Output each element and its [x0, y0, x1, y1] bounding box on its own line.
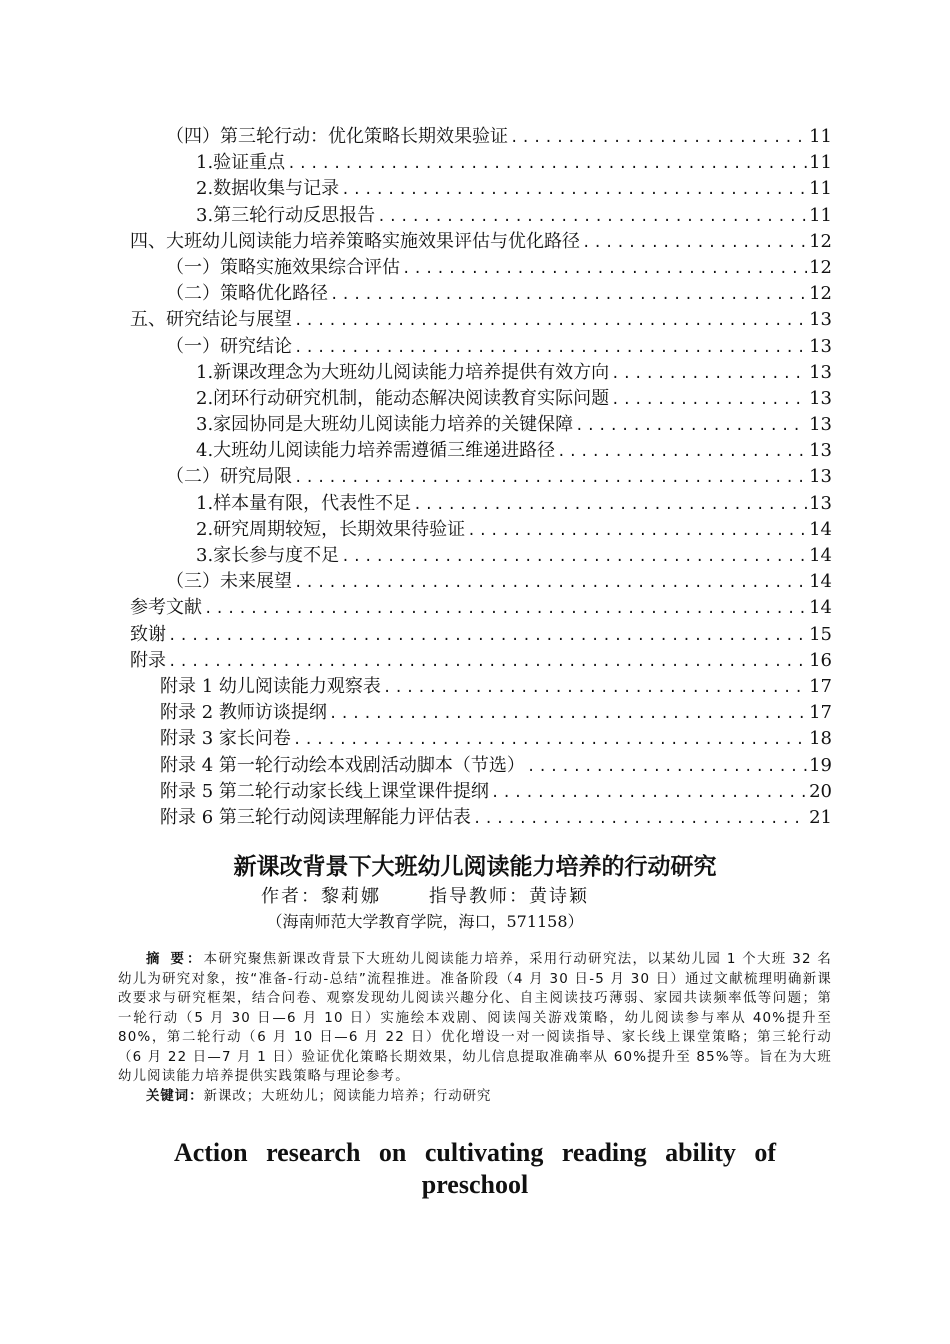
toc-dot-leader — [168, 649, 807, 675]
toc-page-number: 18 — [809, 728, 832, 750]
toc-page-number: 14 — [809, 545, 832, 566]
toc-entry[interactable] — [130, 255, 832, 281]
toc-dot-leader — [611, 387, 807, 413]
toc-page-number: 16 — [809, 649, 832, 671]
toc-page-number: 14 — [809, 518, 832, 540]
toc-entry[interactable] — [130, 360, 832, 386]
paper-header — [118, 850, 832, 1201]
toc-entry-title: 五、研究结论与展望 — [130, 309, 292, 331]
author-name: 黎莉娜 — [321, 886, 381, 907]
toc-page-number: 11 — [809, 204, 832, 226]
toc-entry-title: 参考文献 — [130, 597, 202, 619]
toc-dot-leader — [341, 544, 807, 570]
toc-entry-title: （四）第三轮行动：优化策略长期效果验证 — [166, 126, 508, 147]
toc-entry-title: 2.研究周期较短，长期效果待验证 — [196, 518, 466, 540]
toc-dot-leader — [491, 780, 807, 806]
toc-page-number: 20 — [809, 780, 832, 802]
toc-entry[interactable] — [130, 805, 832, 831]
toc-dot-leader — [467, 518, 807, 544]
toc-entry-title: 1.验证重点 — [196, 152, 286, 174]
toc-entry-title: 4.大班幼儿阅读能力培养需遵循三维递进路径 — [196, 440, 556, 462]
toc-entry[interactable] — [130, 438, 832, 464]
toc-page-number: 13 — [809, 387, 832, 409]
abstract-text: 本研究聚焦新课改背景下大班幼儿阅读能力培养，采用行动研究法，以某幼儿园 1 个大班 32 名幼儿为研究对象，按“准备-行动-总结”流程推进。准备阶段（4 月 30 日-5 月 30 日）通过文献梳理明确新课改要求与研究框架，结合问卷、观察发现幼儿阅读兴趣分化、自主阅读技巧薄弱、家园共读频率低等问题；第一轮行动（5 月 30 日—6 月 10 日）实施绘本戏剧、阅读闯关游戏策略，幼儿阅读参与率从 40%提升至 80%，第二轮行动（6 月 10 日—6 月 22 日）优化增设一对一阅读指导、家长线上课堂策略；第三轮行动（6 月 22 日—7 月 1 日）验证优化策略长期效果，幼儿信息提取准确率从 60%提升至 85%等。旨在为大班幼儿阅读能力培养提供实践策略与理论参考。 — [118, 952, 832, 1084]
toc-entry[interactable] — [130, 150, 832, 176]
toc-page-number: 17 — [809, 702, 832, 724]
toc-dot-leader — [287, 151, 807, 177]
toc-entry[interactable] — [130, 203, 832, 229]
toc-dot-leader — [341, 177, 807, 203]
toc-dot-leader — [473, 806, 807, 832]
toc-page-number: 17 — [809, 675, 832, 697]
toc-entry-title: 附录 1 幼儿阅读能力观察表 — [160, 675, 381, 697]
toc-page-number: 11 — [809, 152, 832, 174]
toc-entry-title: 1.新课改理念为大班幼儿阅读能力培养提供有效方向 — [196, 361, 610, 383]
toc-page-number: 13 — [809, 309, 832, 331]
toc-entry[interactable] — [130, 176, 832, 202]
author-label: 作者： — [261, 886, 321, 907]
toc-dot-leader — [168, 623, 807, 649]
affiliation: （海南师范大学教育学院，海口，571158） — [266, 912, 584, 931]
toc-entry-title: 2.闭环行动研究机制，能动态解决阅读教育实际问题 — [196, 387, 610, 409]
toc-entry[interactable] — [130, 307, 832, 333]
toc-entry-title: 3.第三轮行动反思报告 — [196, 204, 376, 226]
toc-page-number: 11 — [809, 126, 832, 147]
toc-entry[interactable] — [130, 386, 832, 412]
toc-dot-leader — [383, 675, 807, 701]
keywords-text: 新课改；大班幼儿；阅读能力培养；行动研究 — [203, 1088, 492, 1104]
toc-entry[interactable] — [130, 412, 832, 438]
toc-entry[interactable] — [130, 674, 832, 700]
toc-entry[interactable] — [130, 124, 832, 150]
toc-page-number: 14 — [809, 597, 832, 619]
toc-entry-title: （一）策略实施效果综合评估 — [166, 256, 400, 278]
toc-dot-leader — [330, 282, 807, 308]
toc-dot-leader — [582, 230, 807, 256]
toc-entry-title: （二）研究局限 — [166, 466, 292, 488]
toc-dot-leader — [611, 361, 807, 387]
toc-page-number: 12 — [809, 283, 832, 305]
toc-entry[interactable] — [130, 229, 832, 255]
english-title: Action research on cultivating reading ability of preschool — [173, 1137, 777, 1199]
toc-page-number: 13 — [809, 466, 832, 488]
toc-dot-leader — [527, 754, 807, 780]
toc-entry[interactable] — [130, 517, 832, 543]
toc-entry-title: 致谢 — [130, 623, 166, 645]
toc-entry[interactable] — [130, 753, 832, 779]
toc-entry[interactable] — [130, 779, 832, 805]
toc-page-number: 12 — [809, 230, 832, 252]
toc-dot-leader — [294, 570, 807, 596]
toc-entry-title: 附录 2 教师访谈提纲 — [160, 702, 327, 724]
toc-page-number: 13 — [809, 440, 832, 462]
toc-entry[interactable] — [130, 464, 832, 490]
toc-dot-leader — [294, 465, 807, 491]
toc-entry[interactable] — [130, 648, 832, 674]
author-line — [18, 884, 832, 910]
abstract — [118, 950, 832, 1087]
toc-dot-leader — [329, 701, 807, 727]
toc-entry-title: 附录 — [130, 649, 166, 671]
toc-entry-title: 附录 5 第二轮行动家长线上课堂课件提纲 — [160, 780, 489, 802]
toc-entry[interactable] — [130, 281, 832, 307]
toc-dot-leader — [402, 256, 807, 282]
toc-page-number: 15 — [809, 623, 832, 645]
toc-dot-leader — [413, 492, 807, 518]
toc-entry[interactable] — [130, 595, 832, 621]
toc-entry[interactable] — [130, 726, 832, 752]
toc-dot-leader — [293, 727, 807, 753]
toc-dot-leader — [204, 596, 807, 622]
toc-page-number: 13 — [809, 414, 832, 436]
toc-dot-leader — [377, 204, 807, 230]
toc-page-number: 13 — [809, 492, 832, 514]
keywords-label: 关键词： — [146, 1088, 204, 1104]
toc-dot-leader — [575, 413, 807, 439]
toc-entry-title: 附录 6 第三轮行动阅读理解能力评估表 — [160, 806, 471, 828]
toc-entry-title: 四、大班幼儿阅读能力培养策略实施效果评估与优化路径 — [130, 230, 580, 252]
toc-entry-title: （三）未来展望 — [166, 571, 292, 593]
toc-entry-title: （一）研究结论 — [166, 335, 292, 357]
keywords — [118, 1087, 832, 1107]
toc-entry-title: 2.数据收集与记录 — [196, 178, 340, 200]
toc-entry[interactable] — [130, 334, 832, 360]
toc-dot-leader — [510, 125, 807, 151]
toc-entry[interactable] — [130, 491, 832, 517]
toc-dot-leader — [294, 308, 807, 334]
toc-dot-leader — [294, 335, 807, 361]
paper-title: 新课改背景下大班幼儿阅读能力培养的行动研究 — [233, 853, 717, 880]
table-of-contents — [130, 124, 832, 831]
toc-entry-title: 附录 3 家长问卷 — [160, 728, 291, 750]
toc-page-number: 11 — [809, 178, 832, 200]
toc-entry-title: 3.家园协同是大班幼儿阅读能力培养的关键保障 — [196, 414, 574, 436]
toc-entry[interactable] — [130, 700, 832, 726]
toc-entry[interactable] — [130, 622, 832, 648]
toc-entry[interactable] — [130, 543, 832, 569]
toc-entry-title: （二）策略优化路径 — [166, 283, 328, 305]
abstract-label: 摘 要： — [146, 952, 204, 967]
advisor-label: 指导教师： — [429, 886, 529, 907]
toc-page-number: 19 — [809, 754, 832, 776]
toc-page-number: 12 — [809, 256, 832, 278]
toc-page-number: 21 — [809, 806, 832, 828]
toc-entry-title: 附录 4 第一轮行动绘本戏剧活动脚本（节选） — [160, 754, 525, 776]
toc-entry[interactable] — [130, 569, 832, 595]
advisor-name: 黄诗颖 — [529, 886, 589, 907]
toc-page-number: 13 — [809, 335, 832, 357]
toc-entry-title: 1.样本量有限，代表性不足 — [196, 492, 412, 514]
toc-page-number: 13 — [809, 361, 832, 383]
toc-entry-title: 3.家长参与度不足 — [196, 545, 340, 566]
toc-page-number: 14 — [809, 571, 832, 593]
toc-dot-leader — [557, 439, 807, 465]
